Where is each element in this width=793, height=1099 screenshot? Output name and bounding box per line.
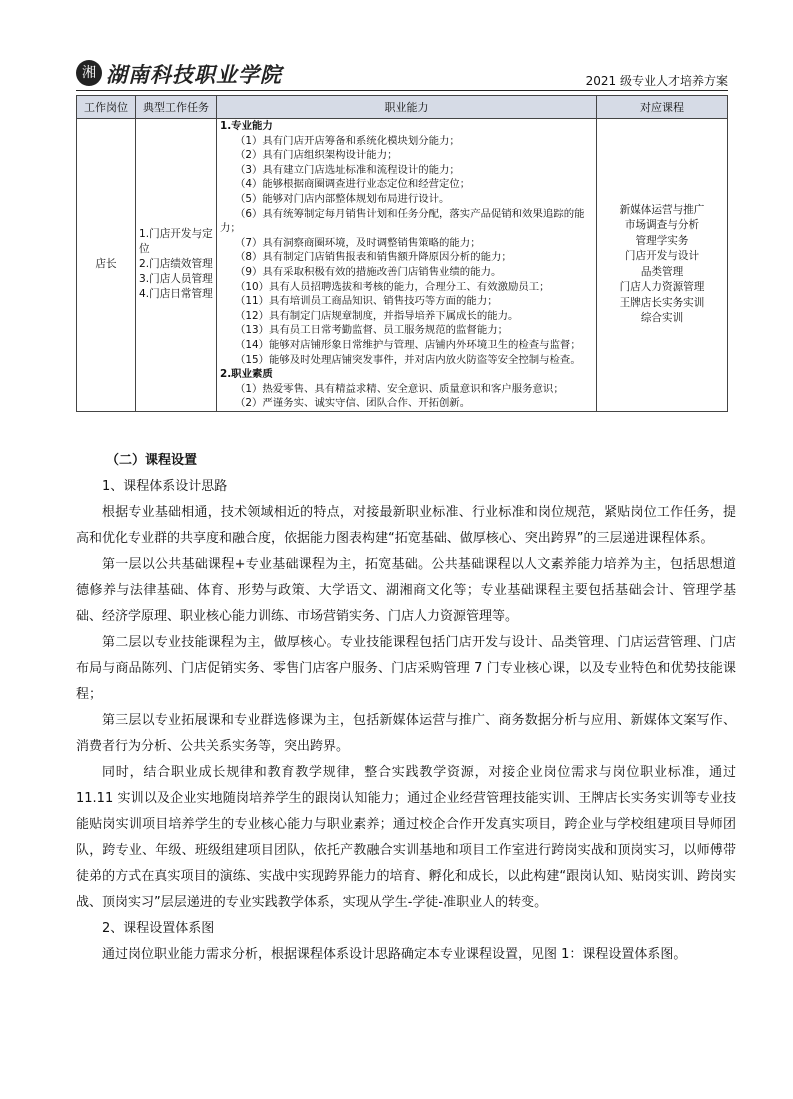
paragraph: 第二层以专业技能课程为主，做厚核心。专业技能课程包括门店开发与设计、品类管理、门店运营管理、门店布局与商品陈列、门店促销实务、零售门店客户服务、门店采购管理 7 门专业核心课，以及专业特色和优势技能课程； <box>76 635 736 702</box>
course-item: 品类管理 <box>640 265 684 278</box>
courses-cell <box>597 119 728 412</box>
paragraph: 同时，结合职业成长规律和教育教学规律，整合实践教学资源，对接企业岗位需求与岗位职业标准，通过 11.11 实训以及企业实地随岗培养学生的跟岗认知能力；通过企业经营管理技能实训、王牌店长实务实训等专业技能贴岗实训项目培养学生的专业核心能力与职业素养；通过校企合作开发真实项目，跨企业与学校组建项目导师团队，跨专业、年级、班级组建项目团队，依托产教融合实训基地和项目工作室进行跨岗实战和顶岗实习，以师傅带徒弟的方式在真实项目的演练、实战中实现跨界能力的培育、孵化和成长，以此构建“跟岗认知、贴岗实训、跨岗实战、顶岗实习”层层递进的专业实践教学体系，实现从学生-学徒-准职业人的转变。 <box>76 765 736 910</box>
document-title: 2021 级专业人才培养方案 <box>585 74 728 88</box>
ability-section-heading: 2.职业素质 <box>220 368 273 381</box>
ability-item: （7）具有洞察商圈环境，及时调整销售策略的能力； <box>235 236 481 249</box>
table-header-row <box>77 96 728 119</box>
abilities-cell <box>217 119 597 412</box>
ability-item: （1）具有门店开店筹备和系统化模块划分能力； <box>235 134 460 147</box>
ability-item: （15）能够及时处理店铺突发事件，并对店内放火防盗等安全控制与检查。 <box>235 353 581 366</box>
subsection-heading: 2、课程设置体系图 <box>102 921 215 936</box>
task-item: 3.门店人员管理 <box>139 273 213 286</box>
ability-item: （2）具有门店组织架构设计能力； <box>235 149 398 162</box>
ability-item: （4）能够根据商圈调查进行业态定位和经营定位； <box>235 178 471 191</box>
course-item: 管理学实务 <box>635 234 689 247</box>
page-header <box>76 56 728 91</box>
header-position: 工作岗位 <box>77 96 136 119</box>
ability-item: （12）具有制定门店规章制度，并指导培养下属成长的能力。 <box>235 309 519 322</box>
header-abilities: 职业能力 <box>217 96 597 119</box>
ability-item: （6）具有统筹制定每月销售计划和任务分配，落实产品促销和效果追踪的能力； <box>220 207 585 235</box>
course-item: 综合实训 <box>640 312 684 325</box>
ability-item: （14）能够对店铺形象日常维护与管理、店铺内外环境卫生的检查与监督； <box>235 338 581 351</box>
ability-item: （5）能够对门店内部整体规划布局进行设计。 <box>235 192 450 205</box>
course-item: 王牌店长实务实训 <box>619 296 705 309</box>
ability-item: （11）具有培训员工商品知识、销售技巧等方面的能力； <box>235 295 498 308</box>
task-item: 2.门店绩效管理 <box>139 258 213 271</box>
course-item: 门店人力资源管理 <box>619 281 705 294</box>
ability-item: （10）具有人员招聘选拔和考核的能力，合理分工、有效激励员工； <box>235 280 550 293</box>
position-cell: 店长 <box>77 119 136 412</box>
course-item: 门店开发与设计 <box>624 250 700 263</box>
task-item: 4.门店日常管理 <box>139 288 213 301</box>
course-item: 新媒体运营与推广 <box>619 203 705 216</box>
table-row <box>77 119 728 412</box>
paragraph: 第三层以专业拓展课和专业群选修课为主，包括新媒体运营与推广、商务数据分析与应用、新媒体文案写作、消费者行为分析、公共关系实务等，突出跨界。 <box>76 713 736 754</box>
course-item: 市场调查与分析 <box>624 219 700 232</box>
ability-item: （3）具有建立门店选址标准和流程设计的能力； <box>235 163 460 176</box>
ability-section-heading: 1.专业能力 <box>220 120 273 132</box>
ability-item: （8）具有制定门店销售报表和销售额升降原因分析的能力； <box>235 251 512 264</box>
header-tasks: 典型工作任务 <box>136 96 217 119</box>
section-body <box>76 448 736 968</box>
ability-item: （2）严谨务实、诚实守信、团队合作、开拓创新。 <box>235 397 471 410</box>
task-item: 1.门店开发与定位 <box>139 228 213 256</box>
school-name-logo: 湖南科技职业学院 <box>106 62 282 87</box>
section-heading: （二）课程设置 <box>106 453 198 468</box>
ability-item: （1）热爱零售、具有精益求精、安全意识、质量意识和客户服务意识； <box>235 382 564 395</box>
school-emblem-icon: 湘 <box>76 60 102 86</box>
ability-table <box>76 95 728 412</box>
paragraph: 第一层以公共基础课程+专业基础课程为主，拓宽基础。公共基础课程以人文素养能力培养为主，包括思想道德修养与法律基础、体育、形势与政策、大学语文、湖湘商文化等；专业基础课程主要包括基础会计、管理学基础、经济学原理、职业核心能力训练、市场营销实务、门店人力资源管理等。 <box>76 557 736 624</box>
header-courses: 对应课程 <box>597 96 728 119</box>
ability-item: （9）具有采取积极有效的措施改善门店销售业绩的能力。 <box>235 265 502 278</box>
ability-item: （13）具有员工日常考勤监督、员工服务规范的监督能力； <box>235 324 508 337</box>
tasks-cell <box>136 119 217 412</box>
paragraph: 通过岗位职业能力需求分析，根据课程体系设计思路确定本专业课程设置，见图 1：课程设置体系图。 <box>102 947 687 962</box>
subsection-heading: 1、课程体系设计思路 <box>102 479 228 494</box>
paragraph: 根据专业基础相通，技术领域相近的特点，对接最新职业标准、行业标准和岗位规范，紧贴岗位工作任务，提高和优化专业群的共享度和融合度，依据能力图表构建“拓宽基础、做厚核心、突出跨界”的三层递进课程体系。 <box>76 505 736 546</box>
